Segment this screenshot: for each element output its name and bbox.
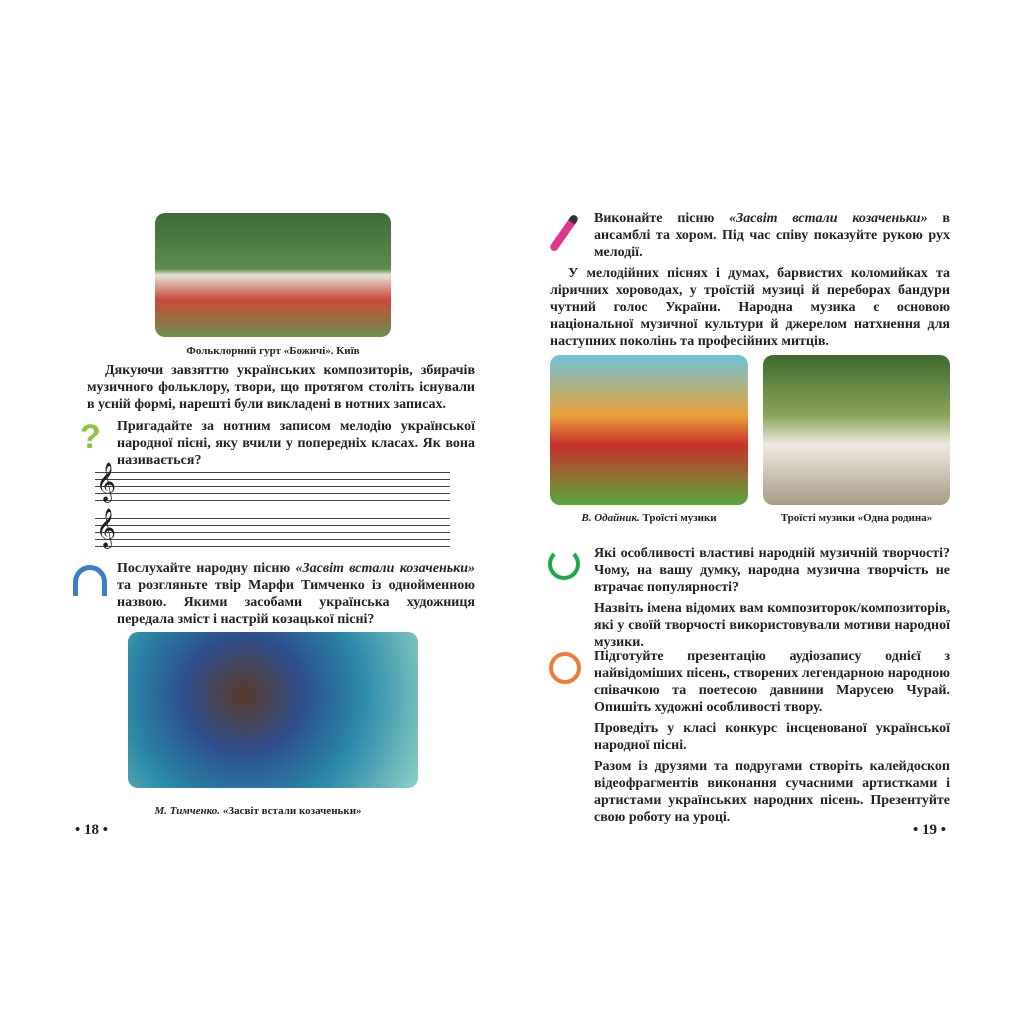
headphones-icon xyxy=(73,565,107,596)
troisti-muzyky-photo xyxy=(763,355,950,505)
homework-2: Проведіть у класі конкурс інсценованої української народної пісні. xyxy=(594,721,950,753)
homework-1: Підготуйте презентацію аудіозапису однієї з найвідоміших пісень, створених легендарною народною співачкою та поетесою давнини Марусею Чурай. Опишіть художні особливості твору. xyxy=(594,649,950,715)
tymchenko-painting xyxy=(128,632,418,788)
intro-paragraph: Дякуючи завзяттю українських композиторів, збирачів музичного фольклору, твори, що протягом століть існували в усній формі, нарешті були викладені в нотних записах. xyxy=(87,363,475,412)
alarm-clock-icon xyxy=(549,652,581,684)
review-questions xyxy=(594,545,950,655)
image2-caption: Троїсті музики «Одна родина» xyxy=(780,512,933,524)
music-staff-2 xyxy=(95,518,450,548)
repeat-clock-icon xyxy=(548,548,580,580)
photo-caption: Фольклорний гурт «Божичі». Київ xyxy=(186,345,360,357)
review-question-2: Назвіть імена відомих вам композиторок/композиторів, які у своїй творчості використовували мотиви народної музики. xyxy=(594,601,950,650)
song-title: «Засвіт встали козаченьки» xyxy=(729,211,928,226)
homework-3: Разом із друзями та подругами створіть калейдоскоп відеофрагментів виконання сучасними артистками і артистами українських народних пісень. Презентуйте свою роботу на уроці. xyxy=(594,759,950,825)
homework-tasks xyxy=(594,648,950,830)
folk-group-photo xyxy=(155,213,391,337)
odaynyk-painting xyxy=(550,355,748,505)
song-title: «Засвіт встали козаченьки» xyxy=(295,561,475,576)
review-question-1: Які особливості властиві народній музичній творчості? Чому, на вашу думку, народна музична творчість не втрачає популярності? xyxy=(594,546,950,595)
treble-clef-icon: 𝄞 xyxy=(96,510,117,547)
painting-caption: М. Тимченко. «Засвіт встали козаченьки» xyxy=(154,805,362,817)
music-staff-1 xyxy=(95,472,450,502)
page-number-left: • 18 • xyxy=(75,822,109,838)
page-number-right: • 19 • xyxy=(913,822,947,838)
question-task: Пригадайте за нотним записом мелодію української народної пісні, яку вчили у попередніх класах. Як вона називається? xyxy=(117,419,475,468)
treble-clef-icon: 𝄞 xyxy=(96,464,117,501)
question-icon: ? xyxy=(80,418,101,456)
image1-caption: В. Одайник. Троїсті музики xyxy=(581,512,717,524)
microphone-icon xyxy=(549,214,580,253)
sing-task: Виконайте пісню «Засвіт встали козаченьки» в ансамблі та хором. Під час співу показуйте рукою рух мелодії. xyxy=(594,211,950,260)
folk-music-paragraph: У мелодійних піснях і думах, барвистих коломийках та ліричних хороводах, у троїстій музиці й переборах бандури чутний голос України. Народна музика є основою національної музичної культури й джерелом натхнення для наступних поколінь та професійних митців. xyxy=(550,266,950,349)
listen-task: Послухайте народну пісню «Засвіт встали козаченьки» та розгляньте твір Марфи Тимченко із однойменною назвою. Якими засобами українська художниця передала зміст і настрій козацької пісні? xyxy=(117,561,475,627)
